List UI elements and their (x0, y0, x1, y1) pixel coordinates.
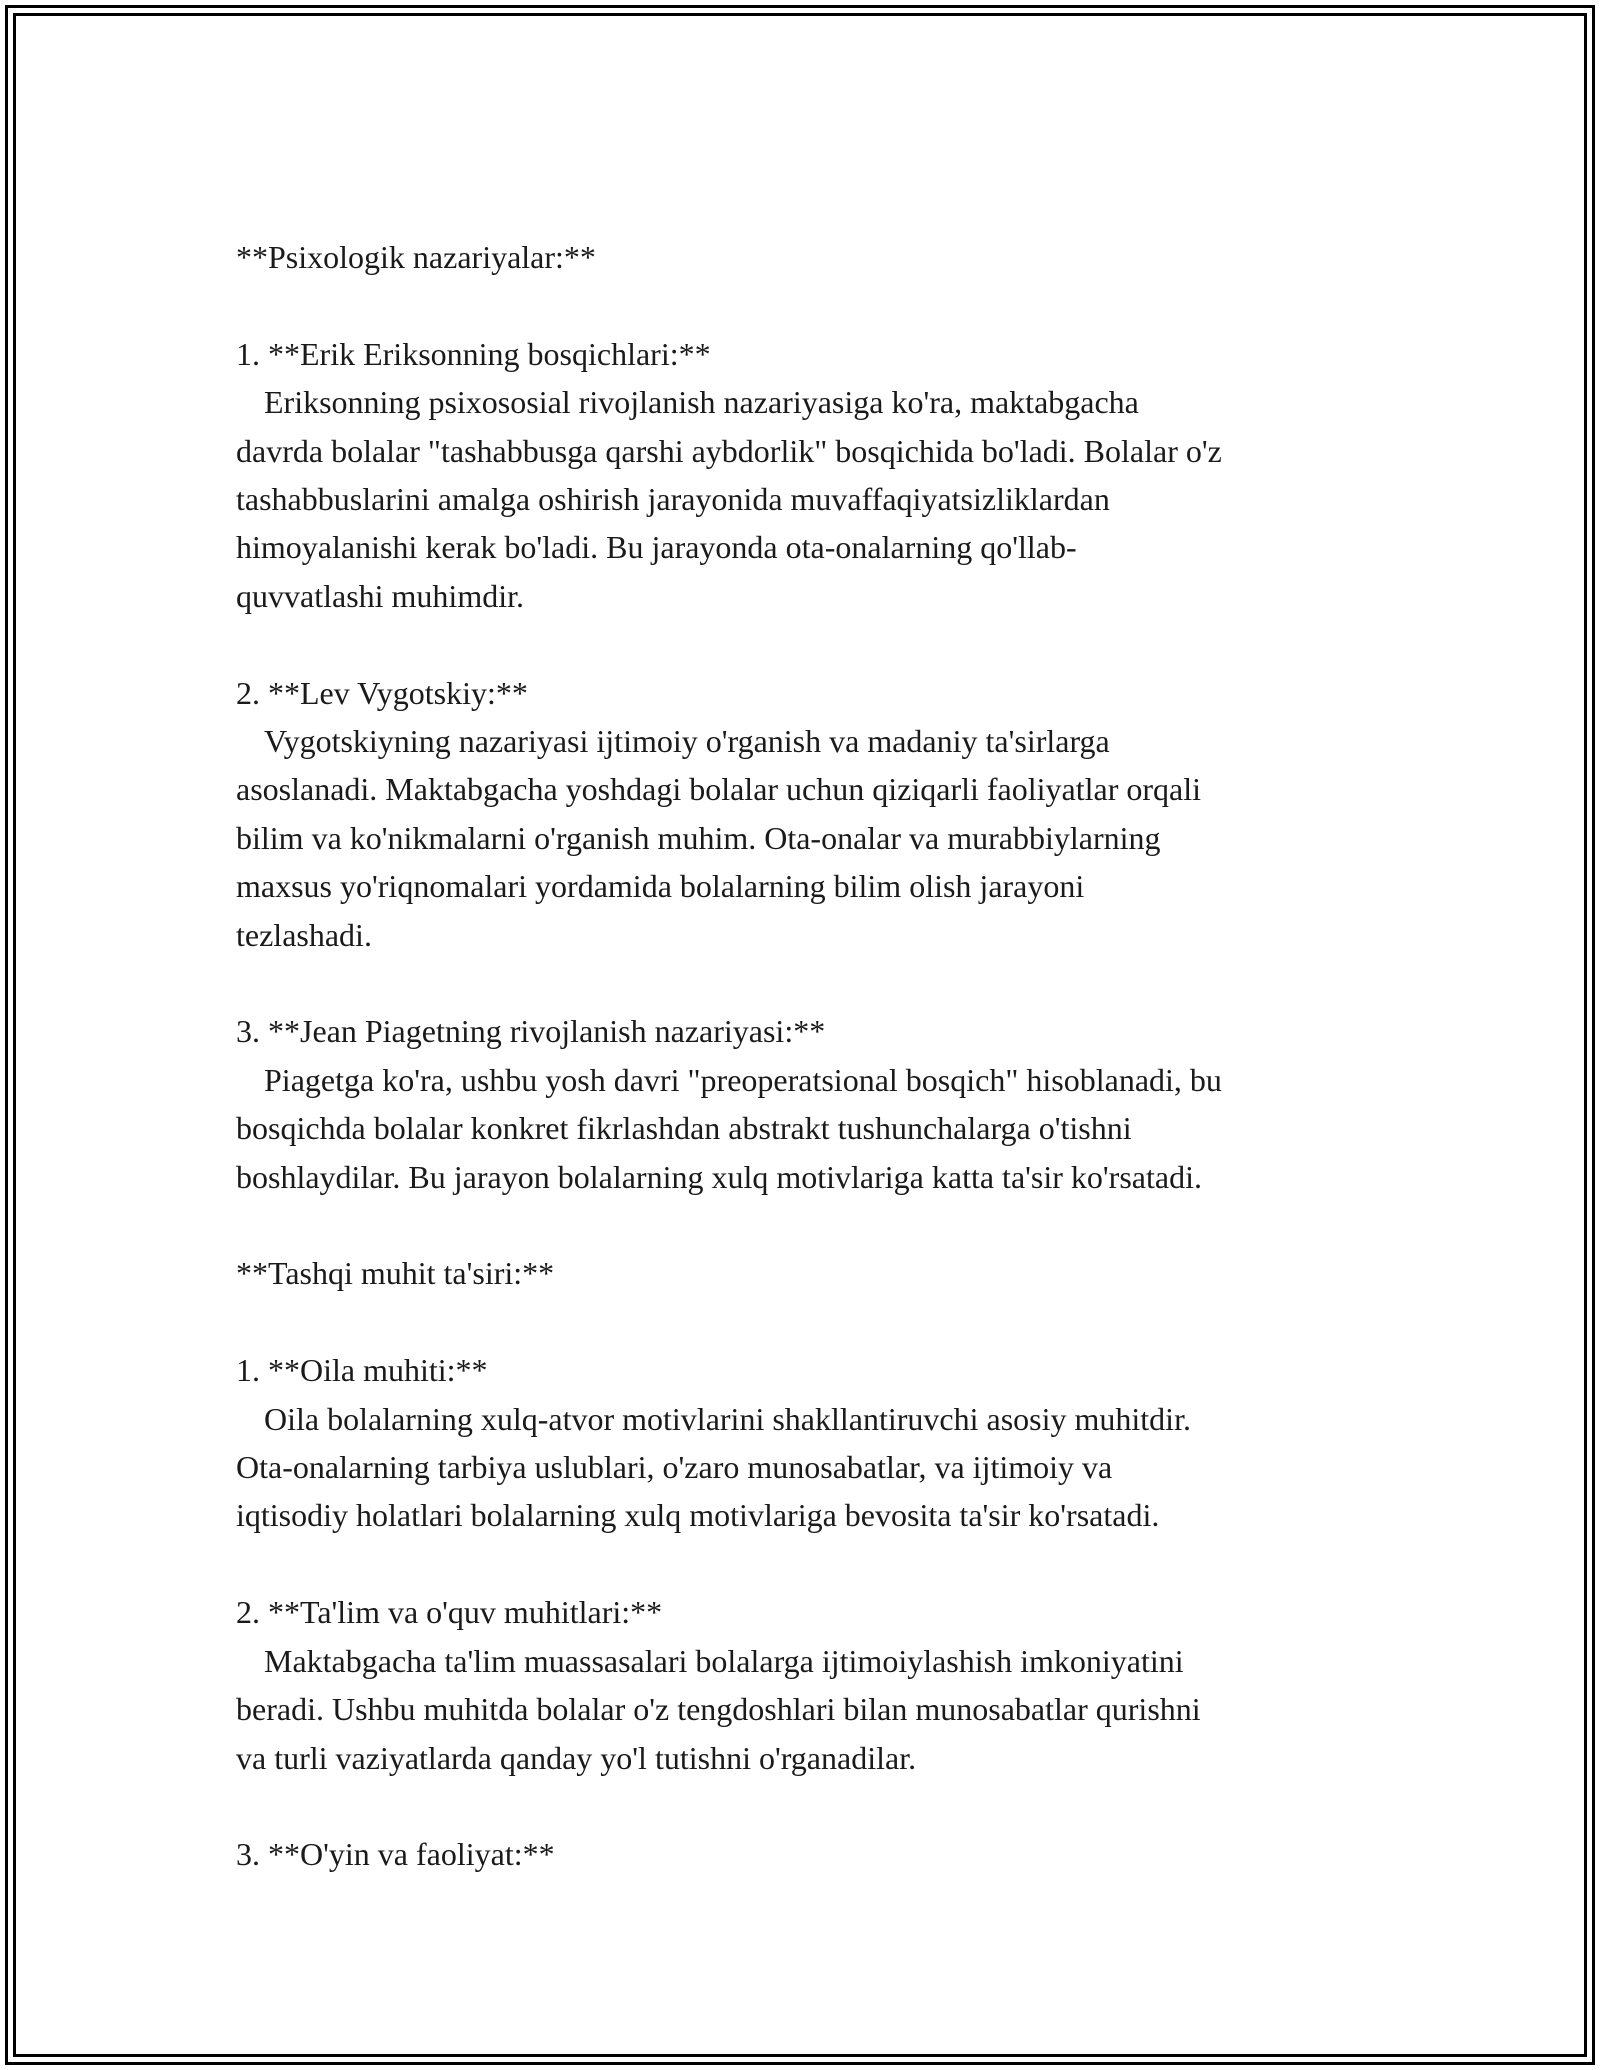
item-title-erikson: 1. **Erik Eriksonning bosqichlari:** (236, 335, 711, 372)
item-title-piaget: 3. **Jean Piagetning rivojlanish nazariyasi:** (236, 1013, 826, 1050)
item-text-line: iqtisodiy holatlari bolalarning xulq motivlariga bevosita ta'sir ko'rsatadi. (236, 1497, 1160, 1534)
item-text-line: Maktabgacha ta'lim muassasalari bolalarga ijtimoiylashish imkoniyatini (264, 1642, 1184, 1679)
item-text-line: Eriksonning psixososial rivojlanish nazariyasiga ko'ra, maktabgacha (264, 384, 1139, 421)
item-text-line: bosqichda bolalar konkret fikrlashdan abstrakt tushunchalarga o'tishni (236, 1110, 1132, 1147)
blank-line (236, 281, 1416, 329)
blank-line (236, 620, 1416, 668)
item-text-line: Ota-onalarning tarbiya uslublari, o'zaro munosabatlar, va ijtimoiy va (236, 1449, 1113, 1486)
blank-line (236, 959, 1416, 1007)
section-heading-external-environment: **Tashqi muhit ta'siri:** (236, 1255, 555, 1292)
blank-line (236, 1540, 1416, 1588)
item-title-family: 1. **Oila muhiti:** (236, 1352, 488, 1389)
item-text-line: davrda bolalar "tashabbusga qarshi aybdorlik" bosqichida bo'ladi. Bolalar o'z (236, 432, 1222, 469)
blank-line (236, 1201, 1416, 1249)
item-title-play: 3. **O'yin va faoliyat:** (236, 1836, 555, 1873)
document-body (236, 233, 1416, 1879)
blank-line (236, 1298, 1416, 1346)
section-heading-psychological-theories: **Psixologik nazariyalar:** (236, 239, 596, 275)
item-text-line: bilim va ko'nikmalarni o'rganish muhim. Ota-onalar va murabbiylarning (236, 819, 1161, 856)
item-text-line: Piagetga ko'ra, ushbu yosh davri "preoperatsional bosqich" hisoblanadi, bu (264, 1061, 1222, 1098)
item-text-line: Vygotskiyning nazariyasi ijtimoiy o'rganish va madaniy ta'sirlarga (264, 723, 1110, 760)
item-text-line: va turli vaziyatlarda qanday yo'l tutishni o'rganadilar. (236, 1739, 917, 1776)
item-text-line: boshlaydilar. Bu jarayon bolalarning xulq motivlariga katta ta'sir ko'rsatadi. (236, 1158, 1202, 1195)
item-text-line: quvvatlashi muhimdir. (236, 577, 524, 614)
item-title-vygotsky: 2. **Lev Vygotskiy:** (236, 674, 528, 711)
item-text-line: tashabbuslarini amalga oshirish jarayonida muvaffaqiyatsizliklardan (236, 481, 1110, 518)
item-text-line: maxsus yo'riqnomalari yordamida bolalarning bilim olish jarayoni (236, 868, 1085, 905)
item-text-line: tezlashadi. (236, 916, 372, 953)
item-text-line: himoyalanishi kerak bo'ladi. Bu jarayonda ota-onalarning qo'llab- (236, 529, 1077, 566)
item-text-line: asoslanadi. Maktabgacha yoshdagi bolalar uchun qiziqarli faoliyatlar orqali (236, 771, 1201, 808)
item-text-line: beradi. Ushbu muhitda bolalar o'z tengdoshlari bilan munosabatlar qurishni (236, 1691, 1201, 1728)
item-text-line: Oila bolalarning xulq-atvor motivlarini shakllantiruvchi asosiy muhitdir. (264, 1400, 1191, 1437)
item-title-education: 2. **Ta'lim va o'quv muhitlari:** (236, 1594, 663, 1631)
blank-line (236, 1782, 1416, 1830)
